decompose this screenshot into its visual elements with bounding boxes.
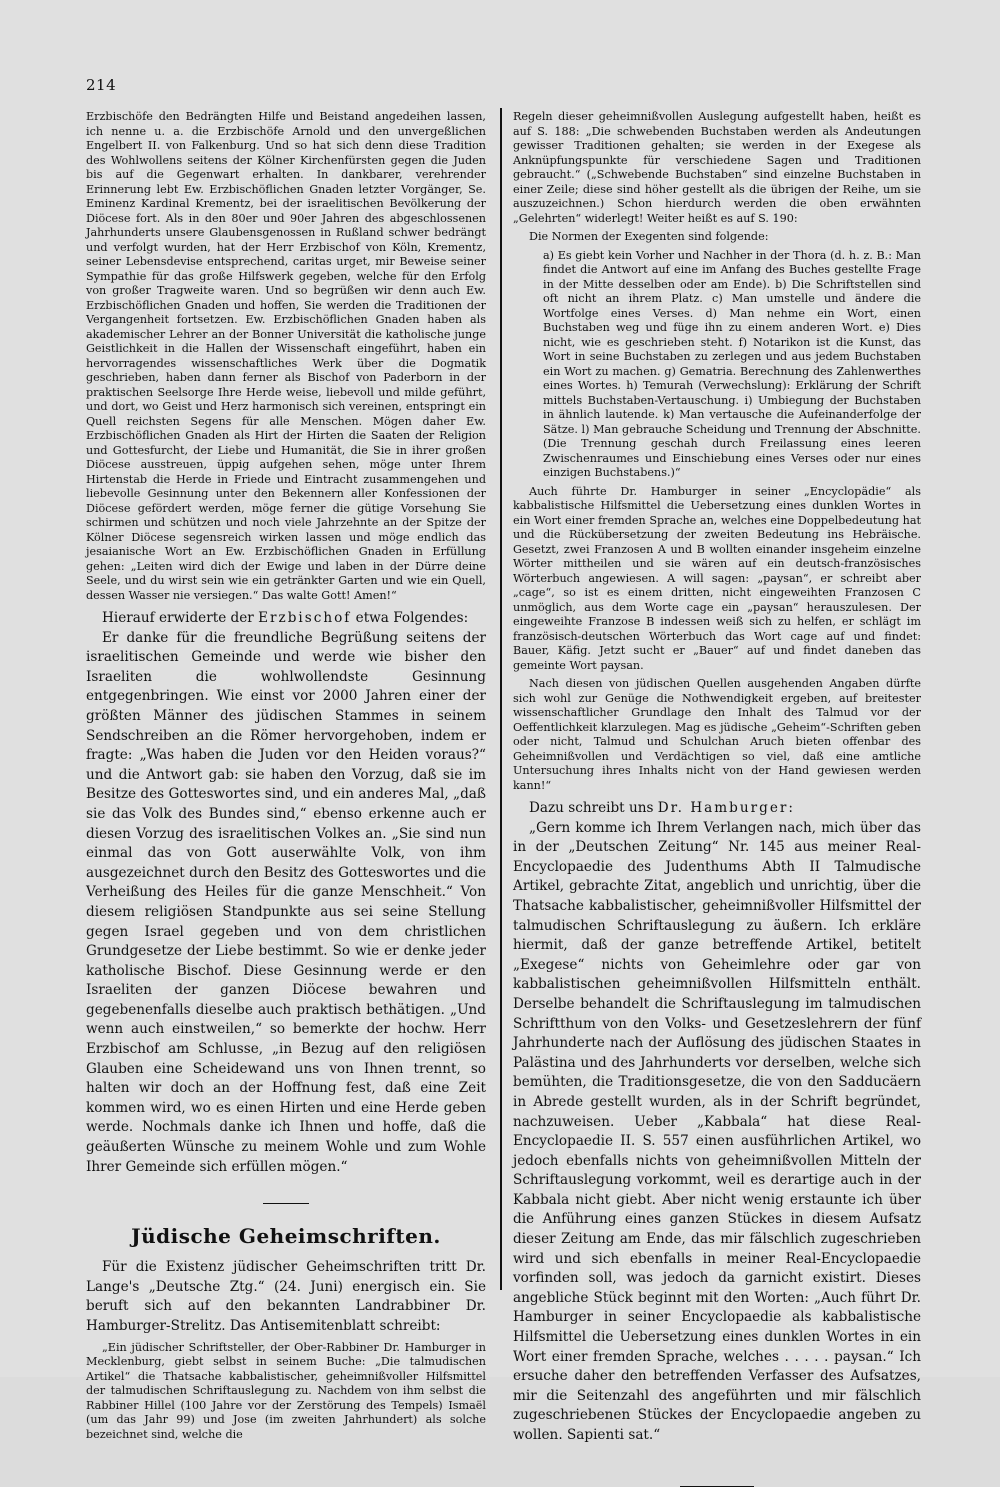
right-column [513,110,921,1487]
norms-intro: Die Normen der Exegenten sind folgende: [529,230,769,243]
reply-intro-post: etwa Folgendes: [351,610,469,626]
norms-list: a) Es giebt kein Vorher und Nachher in der Thora (d. h. z. B.: Man findet die Antwort auf eine im Anfang des Buches gestellte Frage in der Mitte desselben oder am Ende). b) Die Schriftstellen sind oft nicht an ihrem Platz. c) Man umstelle und ändere die Wortfolge eines Verses. d) Man nehme ein Wort, einen Buchstaben weg und füge ihn zu einem anderen Wort. e) Dies nicht, wie es geschrieben steht. f) Notarikon ist die Kunst, das Wort in seine Buchstaben zu zerlegen und aus jedem Buchstaben ein Wort zu machen. g) Gematria. Berechnung des Zahlenwerthes eines Wortes. h) Temurah (Verwechslung): Erklärung der Schrift mittels Buchstaben-Vertauschung. i) Umbiegung der Buchstaben in ähnlich lautende. k) Man vertausche die Aufeinanderfolge der Sätze. l) Man gebrauche Scheidung und Trennung der Abschnitte. (Die Trennung geschah durch Freilassung eines leeren Zwischenraumes und Einschiebung eines Verses oder nur eines einzigen Buchstabens.)“ [543,248,921,479]
encyclopedia-paragraph: Auch führte Dr. Hamburger in seiner „Encyclopädie“ als kabbalistische Hilfsmittel die Uebersetzung eines dunklen Wortes in ein Wort einer fremden Sprache an, welches eine Doppelbedeutung hat und die Rückübersetzung der zweiten Bedeutung ins Hebräische. Gesetzt, zwei Franzosen A und B wollten einander insgeheim einzelne Wörter mittheilen und sie wären auf ein deutsch-französisches Wörterbuch angewiesen. A will sagen: „paysan“, er schreibt aber „cage“, so ist es einem dritten, nicht eingeweihten Franzosen C unmöglich, aus dem Worte cage ein „paysan“ herauszulesen. Der eingeweihte Franzose B indessen weiß sich zu helfen, er schlägt im französisch-deutschen Wörterbuch das Wort cage auf und findet: Bauer, Käfig. Jetzt sucht er „Bauer“ auf und findet daneben das gemeinte Wort paysan. [513,484,921,672]
response-intro-name: Dr. Hamburger [657,800,789,816]
column-divider [500,108,502,1290]
reply-intro-pre: Hierauf erwiderte der [102,610,259,626]
response-intro-post: : [788,800,793,816]
article-heading: Jüdische Geheimschriften. [131,1224,441,1249]
response-letter: „Gern komme ich Ihrem Verlangen nach, mich über das in der „Deutschen Zeitung“ Nr. 145 aus meiner Real-Encyclopaedie des Judenthums Abth II Talmudische Artikel, gebrachte Zitat, angeblich und unrichtig, über die Thatsache kabbalistischer, geheimnißvoller Hilfsmittel der talmudischen Schriftauslegung zu äußern. Ich erkläre hiermit, daß der ganze betreffende Artikel, betitelt „Exegese“ nichts von Geheimlehre oder gar von kabbalistischen geheimnißvollen Hilfsmitteln enthält. Derselbe behandelt die Schriftauslegung im talmudischen Schriftthum von den Volks- und Gesetzeslehrern der fünf Jahrhunderte nach der Auflösung des jüdischen Staates in Palästina und des Jahrhunderts vor derselben, welche sich bemühten, die Traditionsgesetze, die von den Sadducäern in Abrede gestellt wurden, als in der Schrift begründet, nachzuweisen. Ueber „Kabbala“ hat diese Real-Encyclopaedie II. S. 557 einen ausführlichen Artikel, wo jedoch ebenfalls nichts von geheimnißvollen Mitteln der Schriftauslegung vorkommt, weil es derartige auch in der Kabbala nicht giebt. Aber nicht wenig erstaunte ich über die Anführung eines ganzen Stückes in diesem Aufsatz dieser Zeitung am Ende, das mir fälschlich zugeschrieben wird und sich ebenfalls in meiner Real-Encyclopaedie vorfinden soll, was jedoch da garnicht existirt. Dieses angebliche Stück beginnt mit den Worten: „Auch führt Dr. Hamburger in seiner Encyclopaedie als kabbalistische Hilfsmittel die Uebersetzung eines dunklen Wortes in ein Wort einer fremden Sprache, welches . . . . . paysan.“ Ich ersuche daher den betreffenden Verfasser des Aufsatzes, mir die Seitenzahl des angeführten und mir fälschlich zugeschriebenen Stückes der Encyclopaedie angeben zu wollen. Sapienti sat.“ [513,819,921,1443]
conclusion-paragraph: Nach diesen von jüdischen Quellen ausgehenden Angaben dürfte sich wohl zur Genüge die Nothwendigkeit ergeben, auf breitester wissenschaftlicher Grundlage den Inhalt des Talmud vor der Oeffentlichkeit klarzulegen. Mag es jüdische „Geheim“-Schriften geben oder nicht, Talmud und Schulchan Aruch bieten offenbar des Geheimnißvollen und Verdächtigen so viel, daß eine amtliche Untersuchung ihres Inhalts nicht von der Hand gewiesen werden kann!“ [513,677,921,792]
end-rule [680,1486,754,1487]
quote-continuation: Regeln dieser geheimnißvollen Auslegung aufgestellt haben, heißt es auf S. 188: „Die schwebenden Buchstaben werden als Andeutungen gewisser Traditionen gehalten; sie werden in der Exegese als Anknüpfungspunkte für verschiedene Sagen und Traditionen gebraucht.“ („Schwebende Buchstaben“ sind einzelne Buchstaben in einer Zeile; diese sind höher gestellt als die übrigen der Reihe, um sie auszuzeichnen.) Schon hierdurch werden die oben erwähnten „Gelehrten“ widerlegt! Weiter heißt es auf S. 190: [513,110,921,225]
section-divider [263,1203,309,1204]
article-intro-paragraph: Für die Existenz jüdischer Geheimschriften tritt Dr. Lange's „Deutsche Ztg.“ (24. Juni) energisch ein. Sie beruft sich auf den bekannten Landrabbiner Dr. Hamburger-Strelitz. Das Antisemitenblatt schreibt: [86,1259,486,1334]
reply-intro [86,609,486,629]
left-column [86,110,486,1442]
quoted-paragraph: „Ein jüdischer Schriftsteller, der Ober-Rabbiner Dr. Hamburger in Mecklenburg, giebt selbst in seinem Buche: „Die talmudischen Artikel“ die Thatsache kabbalistischer, geheimnißvoller Hilfsmittel der talmudischen Schriftauslegung zu. Nachdem von ihm selbst die Rabbiner Hillel (100 Jahre vor der Zerstörung des Tempels) Ismaël (um das Jahr 99) und Jose (im zweiten Jahrhundert) als solche bezeichnet sind, welche die [86,1340,486,1441]
page-number: 214 [86,76,117,94]
reply-paragraph: Er danke für die freundliche Begrüßung seitens der israelitischen Gemeinde und werde wie bisher den Israeliten die wohlwollendste Gesinnung entgegenbringen. Wie einst vor 2000 Jahren einer der größten Männer des jüdischen Stammes in seinem Sendschreiben an die Römer hervorgehoben, indem er fragte: „Was haben die Juden vor den Heiden voraus?“ und die Antwort gab: sie haben den Vorzug, daß sie im Besitze des Gotteswortes sind, und ein anderes Mal, „daß sie das Volk des Bundes sind,“ ebenso erkenne auch er diesen Vorzug des israelitischen Volkes an. „Sie sind nun einmal das von Gott auserwählte Volk, von ihm ausgezeichnet durch den Besitz des Gotteswortes und die Verheißung des Heiles für die ganze Menschheit.“ Von diesem religiösen Standpunkte aus sei seine Stellung gegen Israel gegeben und von dem christlichen Grundgesetze der Liebe bestimmt. So wie er denke jeder katholische Bischof. Diese Gesinnung werde er den Israeliten der ganzen Diöcese bewahren und gegebenenfalls dieselbe auch praktisch bethätigen. „Und wenn auch einstweilen,“ so bemerkte der hochw. Herr Erzbischof am Schlusse, „in Bezug auf den religiösen Glauben eine Scheidewand uns von Ihnen trennt, so halten wir doch an der Hoffnung fest, daß eine Zeit kommen wird, wo es einen Hirten und eine Herde geben werde. Nochmals danke ich Ihnen und hoffe, daß die geäußerten Wünsche zu meinem Wohle und zum Wohle Ihrer Gemeinde sich erfüllen mögen.“ [86,629,486,1175]
reply-intro-name: Erzbischof [258,610,352,626]
response-intro [513,799,921,819]
speech-paragraph: Erzbischöfe den Bedrängten Hilfe und Beistand angedeihen lassen, ich nenne u. a. die Erzbischöfe Arnold und den unvergeßlichen Engelbert II. von Falkenburg. Und so hat sich denn diese Tradition des Wohlwollens seitens der Kölner Kirchenfürsten gegen die Juden bis auf die Gegenwart erhalten. In dankbarer, verehrender Erinnerung lebt Ew. Erzbischöflichen Gnaden letzter Vorgänger, Se. Eminenz Kardinal Krementz, bei der israelitischen Bevölkerung der Diöcese fort. Als in den 80er und 90er Jahren des abgeschlossenen Jahrhunderts unsere Glaubensgenossen in Rußland schwer bedrängt und verfolgt wurden, hat der Herr Erzbischof von Köln, Krementz, seiner Lebensdevise entsprechend, caritas urget, mir Beweise seiner Sympathie für das große Hilfswerk gegeben, welche für den Erfolg von großer Tragweite waren. Und so begrüßen wir denn auch Ew. Erzbischöflichen Gnaden und hoffen, Sie werden die Traditionen der Vergangenheit fortsetzen. Ew. Erzbischöflichen Gnaden haben als akademischer Lehrer an der Bonner Universität die katholische junge Geistlichkeit in die Hallen der Wissenschaft eingeführt, haben ein hervorragendes wissenschaftliches Werk über die Dogmatik geschrieben, haben dann ferner als Bischof von Paderborn in der praktischen Seelsorge Ihre Herde weise, liebevoll und milde geführt, und dort, wo Geist und Herz harmonisch sich vereinen, entspringt ein Quell reichsten Segens für alle Menschen. Mögen daher Ew. Erzbischöflichen Gnaden als Hirt der Hirten die Saaten der Religion und Gottesfurcht, der Liebe und Humanität, die Sie in ihrer großen Diöcese ausstreuen, üppig aufgehen sehen, möge unter Ihrem Hirtenstab die Herde in Friede und Eintracht zusammengehen und liebevolle Gesinnung unter den Bekennern aller Konfessionen der Diöcese gefördert werden, möge ferner die gütige Vorsehung Sie schirmen und schützen und noch viele Jahrzehnte an der Spitze der Kölner Diöcese segensreich wirken lassen und möge endlich das jesaianische Wort an Ew. Erzbischöflichen Gnaden in Erfüllung gehen: „Leiten wird dich der Ewige und laben in der Dürre deine Seele, und du wirst sein wie ein getränkter Garten und wie ein Quell, dessen Wasser nie versiegen.“ Das walte Gott! Amen!“ [86,110,486,602]
response-intro-pre: Dazu schreibt uns [529,800,658,816]
